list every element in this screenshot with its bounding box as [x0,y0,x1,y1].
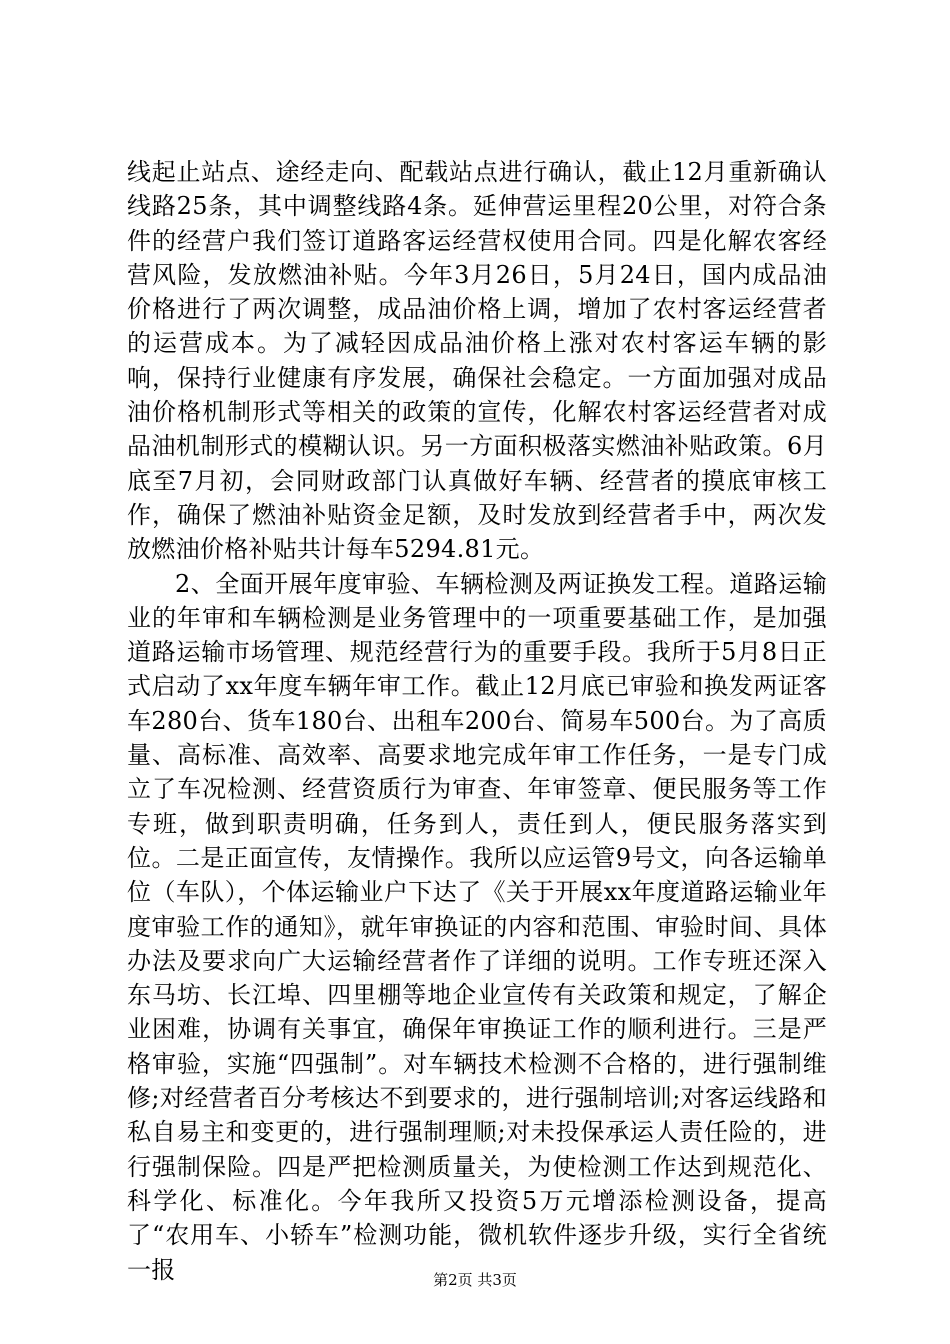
paragraph-fuel-subsidy: 线起止站点、途经走向、配载站点进行确认，截止12月重新确认线路25条，其中调整线路4条。延伸营运里程20公里，对符合条件的经营户我们签订道路客运经营权使用合同。四是化解农客经营风险，发放燃油补贴。今年3月26日，5月24日，国内成品油价格进行了两次调整，成品油价格上调，增加了农村客运经营者的运营成本。为了减轻因成品油价格上涨对农村客运车辆的影响，保持行业健康有序发展，确保社会稳定。一方面加强对成品油价格机制形式等相关的政策的宣传，化解农村客运经营者对成品油机制形式的模糊认识。另一方面积极落实燃油补贴政策。6月底至7月初，会同财政部门认真做好车辆、经营者的摸底审核工作，确保了燃油补贴资金足额，及时发放到经营者手中，两次发放燃油价格补贴共计每车5294.81元。 [127,158,827,564]
document-body [127,155,827,1287]
page-footer: 第2页 共3页 [433,1271,517,1289]
paragraph-annual-inspection: 2、全面开展年度审验、车辆检测及两证换发工程。道路运输业的年审和车辆检测是业务管理中的一项重要基础工作，是加强道路运输市场管理、规范经营行为的重要手段。我所于5月8日正式启动了xx年度车辆年审工作。截止12月底已审验和换发两证客车280台、货车180台、出租车200台、简易车500台。为了高质量、高标准、高效率、高要求地完成年审工作任务，一是专门成立了车况检测、经营资质行为审查、年审签章、便民服务等工作专班，做到职责明确，任务到人，责任到人，便民服务落实到位。二是正面宣传，友情操作。我所以应运管9号文，向各运输单位（车队），个体运输业户下达了《关于开展xx年度道路运输业年度审验工作的通知》，就年审换证的内容和范围、审验时间、具体办法及要求向广大运输经营者作了详细的说明。工作专班还深入东马坊、长江埠、四里棚等地企业宣传有关政策和规定，了解企业困难，协调有关事宜，确保年审换证工作的顺利进行。三是严格审验，实施“四强制”。对车辆技术检测不合格的，进行强制维修;对经营者百分考核达不到要求的，进行强制培训;对客运线路和私自易主和变更的，进行强制理顺;对未投保承运人责任险的，进行强制保险。四是严把检测质量关，为使检测工作达到规范化、科学化、标准化。今年我所又投资5万元增添检测设备，提高了“农用车、小轿车”检测功能，微机软件逐步升级，实行全省统一报 [127,569,827,1284]
